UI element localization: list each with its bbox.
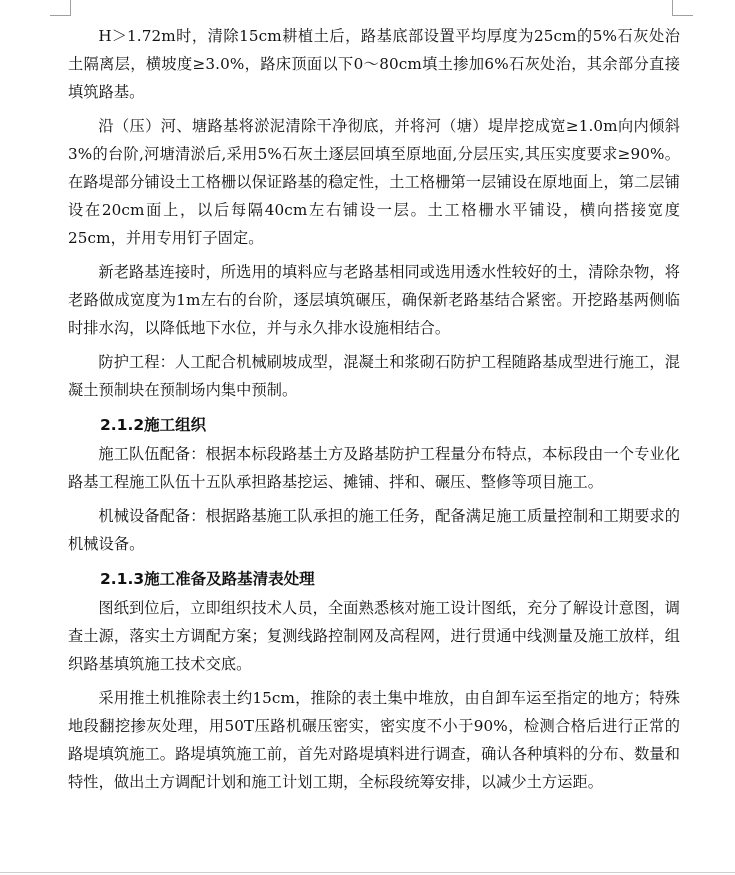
paragraph: 施工队伍配备：根据本标段路基土方及路基防护工程量分布特点，本标段由一个专业化路基工程施工队伍十五队承担路基挖运、摊铺、拌和、碾压、整修等项目施工。 — [68, 445, 680, 491]
document-page — [68, 22, 680, 802]
paragraph: 防护工程：人工配合机械刷坡成型，混凝土和浆砌石防护工程随路基成型进行施工，混凝土预制块在预制场内集中预制。 — [68, 353, 680, 399]
crop-mark-right-horizontal — [672, 15, 693, 16]
page-edge — [0, 872, 735, 873]
paragraph: 采用推土机推除表土约15cm，推除的表土集中堆放，由自卸车运至指定的地方；特殊地段翻挖掺灰处理，用50T压路机碾压密实，密实度不小于90%，检测合格后进行正常的路堤填筑施工。路堤填筑施工前，首先对路堤填料进行调查，确认各种填料的分布、数量和特性，做出土方调配计划和施工计划工期，全标段统筹安排，以减少土方运距。 — [68, 689, 680, 791]
crop-mark-left — [70, 0, 71, 16]
crop-mark-left-horizontal — [50, 15, 71, 16]
section-heading: 2.1.2施工组织 — [100, 416, 207, 434]
paragraph: 新老路基连接时，所选用的填料应与老路基相同或选用透水性较好的土，清除杂物，将老路做成宽度为1m左右的台阶，逐层填筑碾压，确保新老路基结合紧密。开挖路基两侧临时排水沟，以降低地下水位，并与永久排水设施相结合。 — [68, 263, 680, 337]
paragraph: 图纸到位后，立即组织技术人员，全面熟悉核对施工设计图纸，充分了解设计意图，调查土源，落实土方调配方案；复测线路控制网及高程网，进行贯通中线测量及施工放样，组织路基填筑施工技术交底。 — [68, 599, 680, 673]
paragraph: H＞1.72m时，清除15cm耕植土后，路基底部设置平均厚度为25cm的5%石灰处治土隔离层，横坡度≥3.0%，路床顶面以下0～80cm填土掺加6%石灰处治，其余部分直接填筑路基。 — [68, 27, 680, 101]
paragraph: 沿（压）河、塘路基将淤泥清除干净彻底，并将河（塘）堤岸挖成宽≥1.0m向内倾斜3%的台阶,河塘清淤后,采用5%石灰土逐层回填至原地面,分层压实,其压实度要求≥90%。在路堤部分铺设土工格栅以保证路基的稳定性，土工格栅第一层铺设在原地面上，第二层铺设在20cm面上，以后每隔40cm左右铺设一层。土工格栅水平铺设，横向搭接宽度25cm，并用专用钉子固定。 — [68, 117, 680, 247]
crop-mark-right — [672, 0, 673, 16]
paragraph: 机械设备配备：根据路基施工队承担的施工任务，配备满足施工质量控制和工期要求的机械设备。 — [68, 507, 680, 553]
section-heading: 2.1.3施工准备及路基清表处理 — [100, 570, 315, 588]
